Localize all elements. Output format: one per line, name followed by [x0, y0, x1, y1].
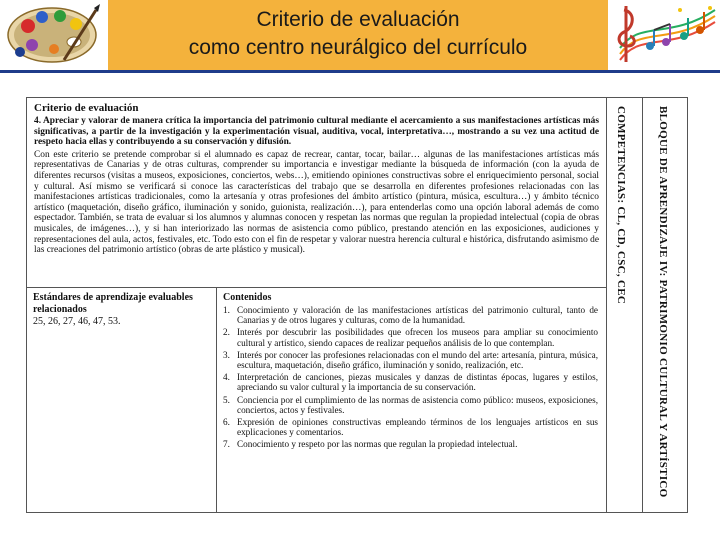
slide-title-line-1: Criterio de evaluación [256, 8, 460, 31]
contents-column [217, 288, 606, 512]
criterion-heading: Criterio de evaluación [34, 102, 139, 114]
contents-heading: Contenidos [223, 292, 272, 303]
slide-header [0, 0, 720, 70]
list-item [223, 417, 598, 437]
list-item [223, 395, 598, 415]
list-item-number: 2. [223, 327, 230, 338]
list-item-number: 5. [223, 394, 230, 405]
music-notes-icon [610, 2, 720, 68]
list-item-number: 3. [223, 349, 230, 360]
list-item [223, 327, 598, 347]
list-item-text: Conocimiento y respeto por las normas que regulan la propiedad intelectual. [237, 439, 518, 450]
competencies-column [607, 98, 643, 512]
curriculum-document [26, 97, 688, 513]
list-item-number: 6. [223, 417, 230, 428]
learning-block-label: BLOQUE DE APRENDIZAJE IV: PATRIMONIO CULTURAL Y ARTÍSTICO [657, 106, 669, 498]
list-item [223, 439, 598, 449]
list-item-number: 7. [223, 439, 230, 450]
criterion-statement: 4. Apreciar y valorar de manera crítica la importancia del patrimonio cultural mediante el acercamiento a sus manifestaciones artísticas más significativas, a partir de la investigación y la experimentación visual, auditiva, vocal, interpretativa…, mostrando a su vez una actitud de respeto hacia ellas y contribuyendo a su conservación y difusión. [34, 116, 599, 148]
list-item-number: 1. [223, 305, 230, 315]
title-band [108, 0, 608, 70]
slide-title-line-2: como centro neurálgico del currículo [188, 36, 528, 59]
list-item-text: Interés por descubrir las posibilidades que ofrecen los museos para ampliar su conocimiento cultural y artístico, siendo capaces de realizar pequeños análisis de lo que contemplan. [237, 327, 598, 348]
list-item-text: Expresión de opiniones constructivas empleando términos de los lenguajes artísticos en sus explicaciones y comentarios. [237, 417, 598, 438]
list-item-text: Interés por conocer las profesiones relacionadas con el mundo del arte: artesanía, pintura, música, escultura, maquetación, diseño gráfico, iluminación y sonido, realización, etc. [237, 349, 598, 371]
list-item-text: Conocimiento y valoración de las manifestaciones artísticas del patrimonio cultural, tanto de Canarias y de otros lugares y culturas, como de la humanidad. [237, 305, 598, 326]
standards-column [27, 288, 217, 512]
list-item-text: Interpretación de canciones, piezas musicales y danzas de distintas épocas, lugares y estilos, apreciando su valor cultural y la importancia de su conservación. [237, 372, 598, 393]
contents-list [223, 305, 598, 450]
list-item-number: 4. [223, 372, 230, 383]
competencies-label: COMPETENCIAS: CL, CD, CSC, CEC [615, 106, 627, 305]
paint-palette-icon [2, 2, 102, 68]
learning-block-column [643, 98, 687, 512]
header-divider [0, 70, 720, 73]
standards-numbers: 25, 26, 27, 46, 47, 53. [33, 316, 121, 327]
list-item [223, 372, 598, 392]
standards-heading: Estándares de aprendizaje evaluables relacionados [33, 292, 193, 315]
document-main-column [27, 98, 607, 512]
criterion-description: Con este criterio se pretende comprobar si el alumnado es capaz de recrear, cantar, tocar, bailar… algunas de las manifestaciones artísticas más representativas de Canarias y de otras culturas, comprender su importancia e investigar mediante la búsqueda de información (con la ayuda de diferentes recursos (visitas a museos, exposiciones, conciertos, webs…), emitiendo opiniones constructivas sobre el enriquecimiento personal, social y cultural. Así mismo se verificará si conoce las características del trabajo que se desarrolla en diferentes profesiones relacionadas con las manifestaciones artísticas tradicionales, como la artesanía y otras profesiones del ámbito artístico (pintura, música, escultura…) y ámbito técnico artístico (maquetación, diseño gráfico, iluminación y sonido, guionista, realización…), para entenderlas como una opción laboral además de como espectador. También, se trata de evaluar si los alumnos y alumnas conocen y respetan las normas que regulan la propiedad intelectual (copia de obras musicales, de imágenes…), y si han interiorizado las normas de asistencia como público, prestando atención en las exposiciones, audiciones y representaciones del aula, actos, festivales, etc. Todo esto con el fin de respetar y valorar nuestra herencia cultural e histórica, disfrutando asimismo de las creaciones del patrimonio artístico (obras de arte plástico y musical). [34, 149, 599, 256]
criterion-section [27, 98, 606, 288]
standards-contents-section [27, 288, 606, 512]
list-item [223, 305, 598, 325]
list-item-text: Conciencia por el cumplimiento de las normas de asistencia como público: museos, exposiciones, conciertos, actos y festivales. [237, 394, 598, 415]
list-item [223, 350, 598, 370]
